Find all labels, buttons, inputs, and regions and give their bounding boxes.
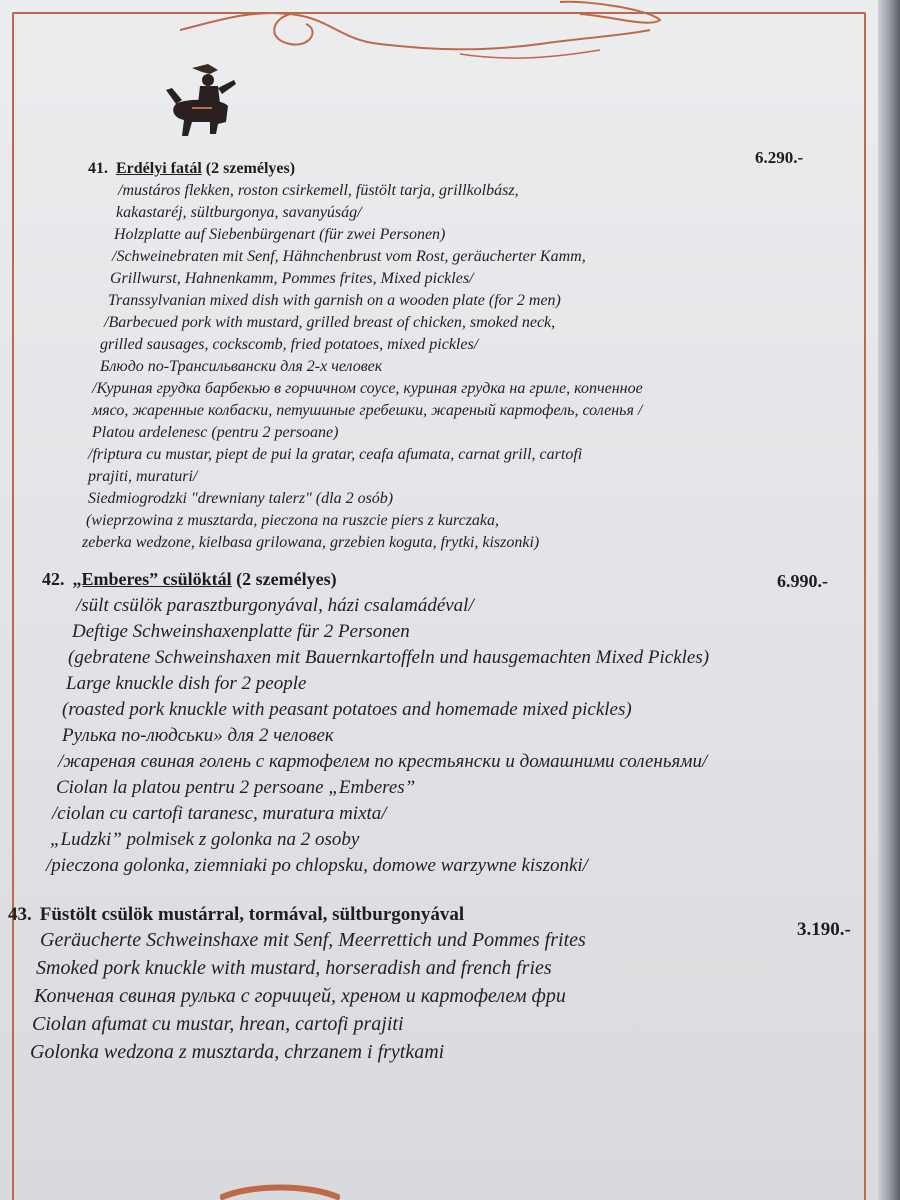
menu-item-title <box>42 569 337 590</box>
description-line: (gebratene Schweinshaxen mit Bauernkartoffeln und hausgemachten Mixed Pickles) <box>68 647 710 668</box>
description-line: Ciolan la platou pentru 2 persoane „Emberes” <box>56 777 416 798</box>
description-line: grilled sausages, cockscomb, fried potatoes, mixed pickles/ <box>100 336 479 353</box>
menu-item-serving: (2 személyes) <box>236 569 337 589</box>
description-line: /mustáros flekken, roston csirkemell, füstölt tarja, grillkolbász, <box>118 182 519 199</box>
description-line: Блюдо по-Трансильвански для 2-х человек <box>100 358 383 375</box>
description-line: Рулька по-людськи» для 2 человек <box>62 725 334 746</box>
menu-item-price: 3.190.- <box>797 919 851 940</box>
description-line: (roasted pork knuckle with peasant potatoes and homemade mixed pickles) <box>62 699 632 720</box>
description-line: /Barbecued pork with mustard, grilled breast of chicken, smoked neck, <box>104 314 556 331</box>
description-line: Ciolan afumat cu mustar, hrean, cartofi prajiti <box>32 1013 404 1035</box>
description-line: zeberka wedzone, kielbasa grilowana, grzebien koguta, frytki, kiszonki) <box>82 534 540 551</box>
description-line: Platou ardelenesc (pentru 2 persoane) <box>92 424 339 441</box>
description-line: /friptura cu mustar, piept de pui la gratar, ceafa afumata, carnat grill, cartofi <box>88 446 583 463</box>
description-line: Deftige Schweinshaxenplatte für 2 Personen <box>72 621 410 642</box>
description-line: мясо, жаренные колбаски, петушиные гребешки, жареный картофель, соленья / <box>92 402 643 419</box>
page-edge-shadow <box>878 0 900 1200</box>
description-line: /жареная свиная голень с картофелем по крестьянски и домашними соленьями/ <box>58 751 708 772</box>
description-line: (wieprzowina z musztarda, pieczona na ruszcie piers z kurczaka, <box>86 512 500 529</box>
menu-item-name: Füstölt csülök mustárral, tormával, sültburgonyával <box>39 904 465 925</box>
description-line: /Куриная грудка барбекью в горчичном соусе, куриная грудка на гриле, копченное <box>92 380 643 397</box>
description-line: Копченая свиная рулька с горчицей, хреном и картофелем фри <box>34 985 566 1007</box>
menu-item-number: 43. <box>8 904 32 925</box>
menu-item-description <box>82 180 643 554</box>
description-line: „Ludzki” polmisek z golonka na 2 osoby <box>50 829 360 850</box>
description-line: Transsylvanian mixed dish with garnish on a wooden plate (for 2 men) <box>108 292 561 309</box>
description-line: /pieczona golonka, ziemniaki po chlopsku, domowe warzywne kiszonki/ <box>46 855 588 876</box>
description-line: /Schweinebraten mit Senf, Hähnchenbrust vom Rost, geräucherter Kamm, <box>112 248 586 265</box>
description-line: Golonka wedzona z musztarda, chrzanem i frytkami <box>30 1041 445 1063</box>
menu-item-price: 6.290.- <box>755 148 804 167</box>
description-line: Holzplatte auf Siebenbürgenart (für zwei Personen) <box>114 226 446 243</box>
menu-item-title <box>88 160 295 178</box>
description-line: Geräucherte Schweinshaxe mit Senf, Meerrettich und Pommes frites <box>40 929 586 951</box>
menu-item-price: 6.990.- <box>777 571 828 591</box>
description-line: Siedmiogrodzki "drewniany talerz" (dla 2 osób) <box>88 490 394 507</box>
menu-item-description <box>30 926 586 1066</box>
description-line: prajiti, muraturi/ <box>88 468 198 485</box>
menu-item-title <box>8 904 464 926</box>
menu-item-number: 41. <box>88 160 108 177</box>
menu-item-name: Erdélyi fatál <box>116 160 202 177</box>
menu-item-serving: (2 személyes) <box>205 160 296 177</box>
menu-item-name: „Emberes” csülöktál <box>72 569 232 589</box>
description-line: Large knuckle dish for 2 people <box>66 673 307 694</box>
ornament-flourish-icon <box>180 0 680 70</box>
description-line: Grillwurst, Hahnenkamm, Pommes frites, Mixed pickles/ <box>110 270 474 287</box>
description-line: /ciolan cu cartofi taranesc, muratura mixta/ <box>52 803 387 824</box>
description-line: Smoked pork knuckle with mustard, horseradish and french fries <box>36 957 552 979</box>
description-line: kakastaréj, sültburgonya, savanyúság/ <box>116 204 362 221</box>
knight-on-horse-icon <box>162 60 242 145</box>
description-line: /sült csülök parasztburgonyával, házi csalamádéval/ <box>76 595 474 616</box>
menu-item-number: 42. <box>42 569 65 589</box>
menu-item-description <box>46 593 710 879</box>
bottom-ornament-icon <box>220 1180 340 1200</box>
